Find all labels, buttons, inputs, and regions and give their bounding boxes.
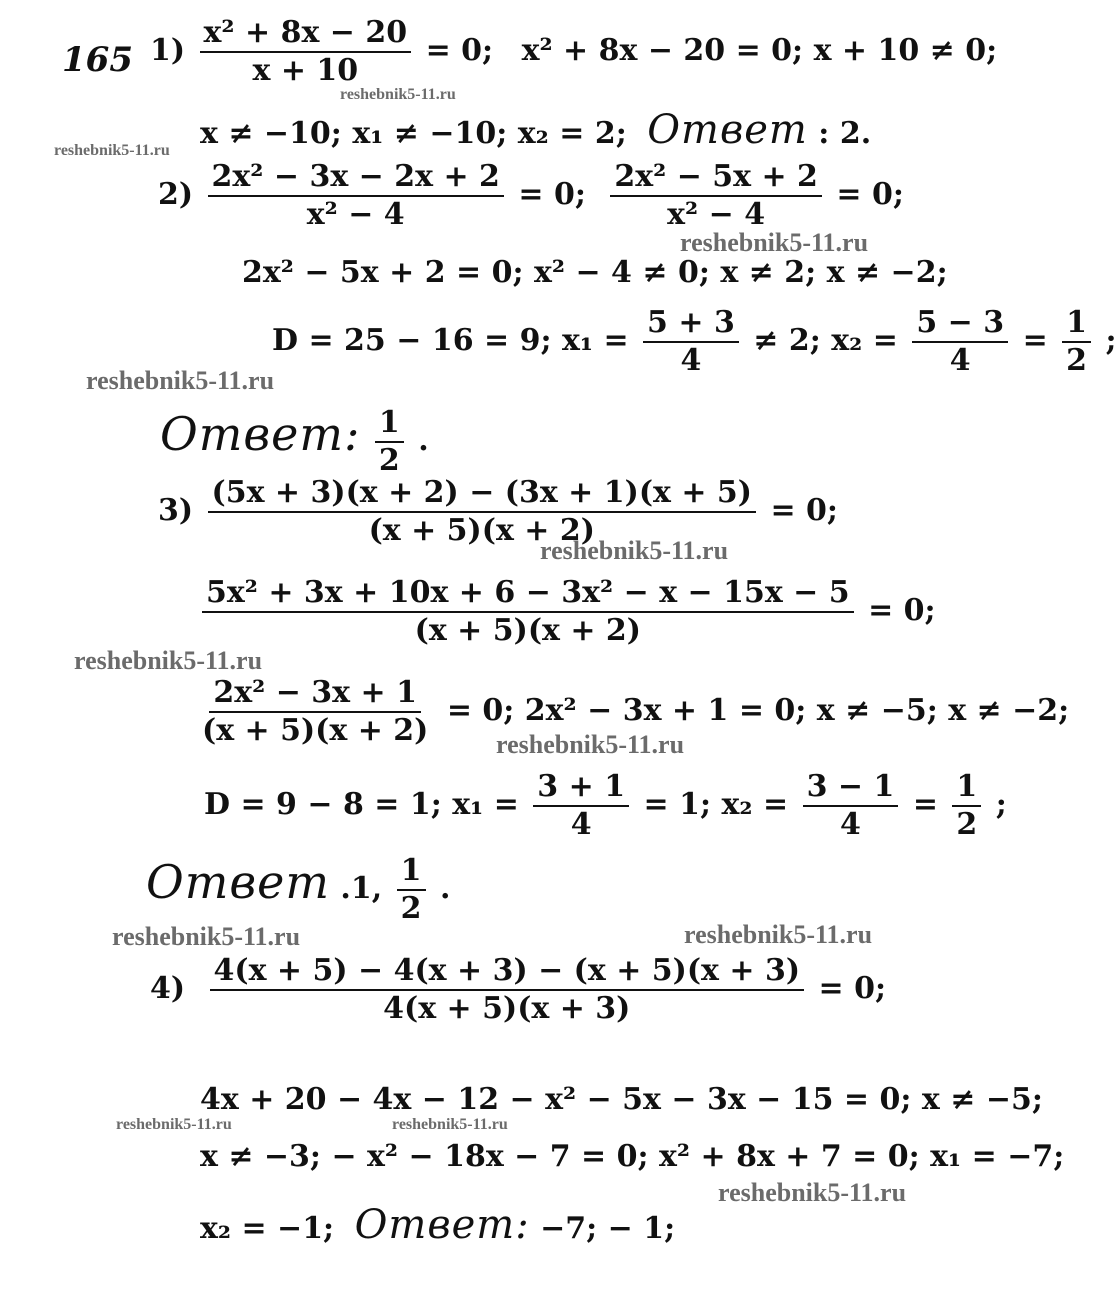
part1-answer-word: Ответ — [647, 107, 808, 153]
part2-semi: ; — [1105, 323, 1117, 358]
part2-answer — [160, 405, 429, 478]
part4-frac-num: 4(x + 5) − 4(x + 3) − (x + 5)(x + 3) — [210, 956, 805, 991]
part2-x1-num: 5 + 3 — [643, 308, 739, 343]
part4-step3-line — [200, 1202, 676, 1248]
part1-label: 1) — [150, 33, 186, 68]
part2-x1-tail: ≠ 2; x₂ = — [753, 323, 898, 358]
part1-fraction — [200, 15, 412, 88]
watermark: reshebnik5-11.ru — [684, 920, 873, 949]
part2-half-fraction — [1062, 305, 1091, 378]
part2-answer-den: 2 — [378, 443, 400, 478]
part3-frac1-num: (5x + 3)(x + 2) − (3x + 1)(x + 5) — [208, 478, 756, 513]
part2-fraction-2 — [610, 159, 822, 232]
watermark: reshebnik5-11.ru — [86, 366, 275, 395]
part3-answer-fraction — [397, 853, 426, 926]
part2-label: 2) — [158, 177, 194, 212]
part3-x2-num: 3 − 1 — [803, 772, 899, 807]
part3-label: 3) — [158, 493, 194, 528]
part2-equation — [158, 159, 904, 232]
part2-frac1-den: x² − 4 — [306, 197, 405, 232]
part2-frac1-num: 2x² − 3x − 2x + 2 — [208, 162, 504, 197]
part3-answer-value: .1, — [340, 871, 383, 906]
part2-eq: = — [1022, 323, 1048, 358]
part2-x2-den: 4 — [949, 343, 971, 378]
part3-answer — [146, 853, 451, 926]
part1-frac-num: x² + 8x − 20 — [200, 18, 412, 53]
watermark: reshebnik5-11.ru — [680, 228, 869, 257]
watermark: reshebnik5-11.ru — [112, 922, 301, 951]
watermark: reshebnik5-11.ru — [116, 1116, 232, 1133]
part3-half-num: 1 — [952, 772, 981, 807]
part2-answer-dot: . — [418, 423, 429, 458]
part3-answer-dot: . — [439, 871, 451, 906]
part3-frac3-num: 2x² − 3x + 1 — [209, 678, 421, 713]
part4-step3: x₂ = −1; — [200, 1211, 335, 1246]
part1-frac-den: x + 10 — [252, 53, 359, 88]
part2-tail: = 0; — [836, 177, 904, 212]
part3-half-fraction — [952, 769, 981, 842]
part3-frac3-den: (x + 5)(x + 2) — [202, 713, 429, 748]
watermark: reshebnik5-11.ru — [496, 730, 685, 759]
part3-x1-num: 3 + 1 — [533, 772, 629, 807]
part3-frac1-den: (x + 5)(x + 2) — [368, 513, 595, 548]
part3-x1-fraction — [533, 769, 629, 842]
watermark: reshebnik5-11.ru — [392, 1116, 508, 1133]
part1-step2: x ≠ −10; x₁ ≠ −10; x₂ = 2; — [200, 116, 627, 151]
part3-semi: ; — [995, 787, 1007, 822]
part3-x2-den: 4 — [840, 807, 861, 842]
watermark: reshebnik5-11.ru — [340, 86, 456, 103]
part3-answer-den: 2 — [400, 891, 422, 926]
part3-disc-line — [204, 769, 1007, 842]
part1-step2-line — [200, 107, 872, 153]
part2-frac2-den: x² − 4 — [667, 197, 766, 232]
part3-x2-fraction — [803, 769, 899, 842]
problem-number: 165 — [62, 40, 133, 80]
part3-frac2-den: (x + 5)(x + 2) — [414, 613, 641, 648]
part3-frac2-num: 5x² + 3x + 10x + 6 − 3x² − x − 15x − 5 — [202, 578, 854, 613]
part3-equation-1 — [158, 475, 838, 548]
part4-frac-den: 4(x + 5)(x + 3) — [383, 991, 631, 1026]
part1-eq-tail: = 0; — [425, 33, 494, 68]
part3-equation-2 — [198, 575, 936, 648]
watermark: reshebnik5-11.ru — [54, 142, 170, 159]
watermark: reshebnik5-11.ru — [74, 646, 263, 675]
part2-half-den: 2 — [1066, 343, 1088, 378]
part4-step1: 4x + 20 − 4x − 12 − x² − 5x − 3x − 15 = 0; x ≠ −5; — [200, 1082, 1043, 1117]
part1-equation — [150, 15, 998, 88]
part4-answer-value: −7; − 1; — [540, 1211, 676, 1246]
part3-tail2: = 0; — [868, 593, 936, 628]
part4-tail: = 0; — [818, 971, 887, 1006]
part2-frac2-num: 2x² − 5x + 2 — [610, 162, 822, 197]
part3-tail1: = 0; — [770, 493, 838, 528]
part3-fraction-3 — [198, 675, 432, 748]
part3-fraction-2 — [202, 575, 854, 648]
part2-half-num: 1 — [1062, 308, 1091, 343]
part2-step1: 2x² − 5x + 2 = 0; x² − 4 ≠ 0; x ≠ 2; x ≠ −2; — [242, 255, 948, 290]
part3-answer-num: 1 — [397, 856, 426, 891]
part2-x1-fraction — [643, 305, 739, 378]
part4-step2: x ≠ −3; − x² − 18x − 7 = 0; x² + 8x + 7 = 0; x₁ = −7; — [200, 1139, 1065, 1174]
part3-x1-den: 4 — [570, 807, 592, 842]
part2-answer-num: 1 — [375, 408, 404, 443]
part3-disc: D = 9 − 8 = 1; x₁ = — [204, 787, 519, 822]
part1-answer-value: : 2. — [818, 116, 872, 151]
part2-answer-fraction — [375, 405, 404, 478]
part2-disc-line — [272, 305, 1117, 378]
part2-disc: D = 25 − 16 = 9; x₁ = — [272, 323, 629, 358]
part2-x2-num: 5 − 3 — [912, 308, 1008, 343]
part2-fraction-1 — [208, 159, 504, 232]
part2-x2-fraction — [912, 305, 1008, 378]
part2-answer-word: Ответ: — [160, 407, 361, 461]
part4-label: 4) — [150, 971, 186, 1006]
part2-x1-den: 4 — [680, 343, 702, 378]
part4-equation — [150, 953, 887, 1026]
part3-half-den: 2 — [956, 807, 978, 842]
part4-fraction — [210, 953, 805, 1026]
part3-eq: = — [912, 787, 938, 822]
part3-answer-word: Ответ — [146, 855, 330, 909]
part3-tail3: = 0; 2x² − 3x + 1 = 0; x ≠ −5; x ≠ −2; — [446, 693, 1070, 728]
part2-mid: = 0; — [518, 177, 586, 212]
part3-x1-tail: = 1; x₂ = — [643, 787, 789, 822]
watermark: reshebnik5-11.ru — [540, 536, 729, 565]
part1-step1: x² + 8x − 20 = 0; x + 10 ≠ 0; — [521, 33, 998, 68]
watermark: reshebnik5-11.ru — [718, 1178, 907, 1207]
part4-answer-word: Ответ: — [354, 1202, 530, 1248]
